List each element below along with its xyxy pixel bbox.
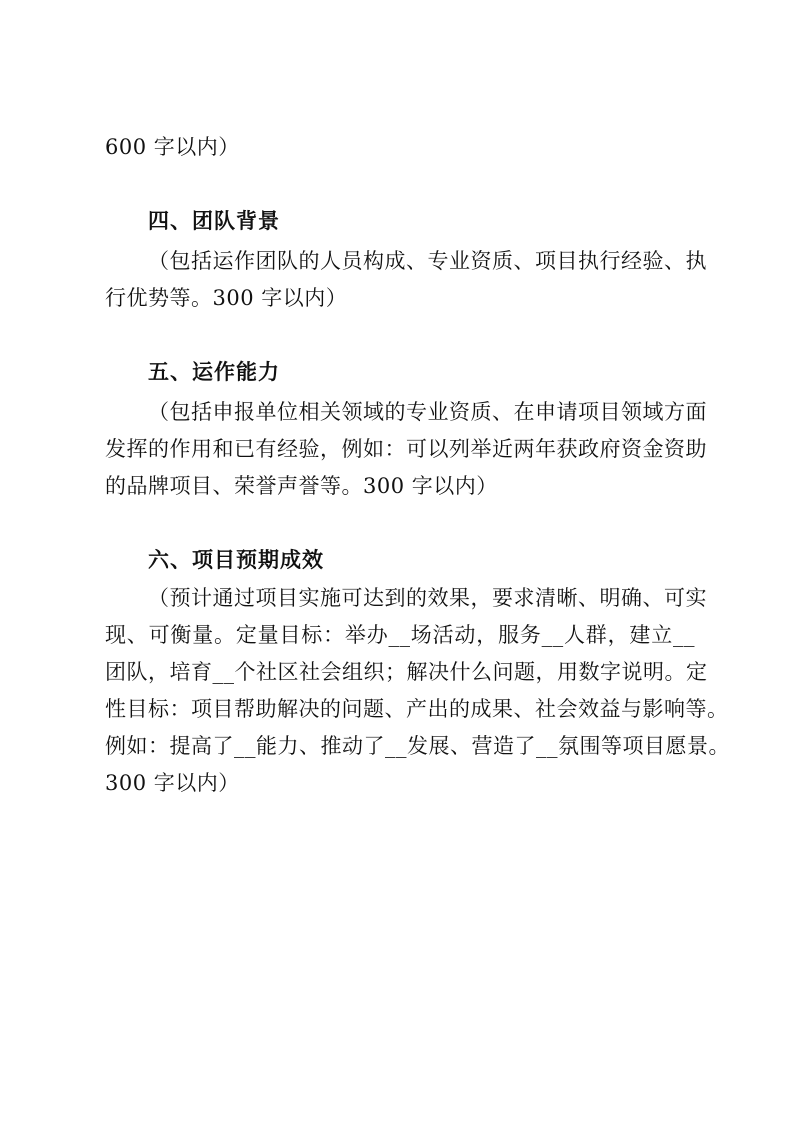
paragraph-line: （包括运作团队的人员构成、专业资质、项目执行经验、执 xyxy=(148,249,707,273)
paragraph-line: 行优势等。300 字以内） xyxy=(105,286,348,310)
paragraph-line: 现、可衡量。定量目标：举办__场活动，服务__人群，建立__ xyxy=(105,623,695,647)
previous-section-tail: 600 字以内） xyxy=(105,135,240,159)
paragraph-line: 发挥的作用和已有经验，例如：可以列举近两年获政府资金资助 xyxy=(105,437,707,461)
section-heading-expected-outcomes: 六、项目预期成效 xyxy=(148,548,324,572)
paragraph-line: 例如：提高了__能力、推动了__发展、营造了__氛围等项目愿景。 xyxy=(105,734,730,758)
paragraph-line: 性目标：项目帮助解决的问题、产出的成果、社会效益与影响等。 xyxy=(105,697,729,721)
paragraph-line: 300 字以内） xyxy=(105,771,240,795)
section-heading-team-background: 四、团队背景 xyxy=(148,209,280,233)
paragraph-line: 的品牌项目、荣誉声誉等。300 字以内） xyxy=(105,474,498,498)
section-heading-operational-capacity: 五、运作能力 xyxy=(148,360,280,384)
paragraph-line: （预计通过项目实施可达到的效果，要求清晰、明确、可实 xyxy=(148,586,707,610)
paragraph-line: （包括申报单位相关领域的专业资质、在申请项目领域方面 xyxy=(148,400,707,424)
paragraph-line: 团队，培育__个社区社会组织；解决什么问题，用数字说明。定 xyxy=(105,660,708,684)
